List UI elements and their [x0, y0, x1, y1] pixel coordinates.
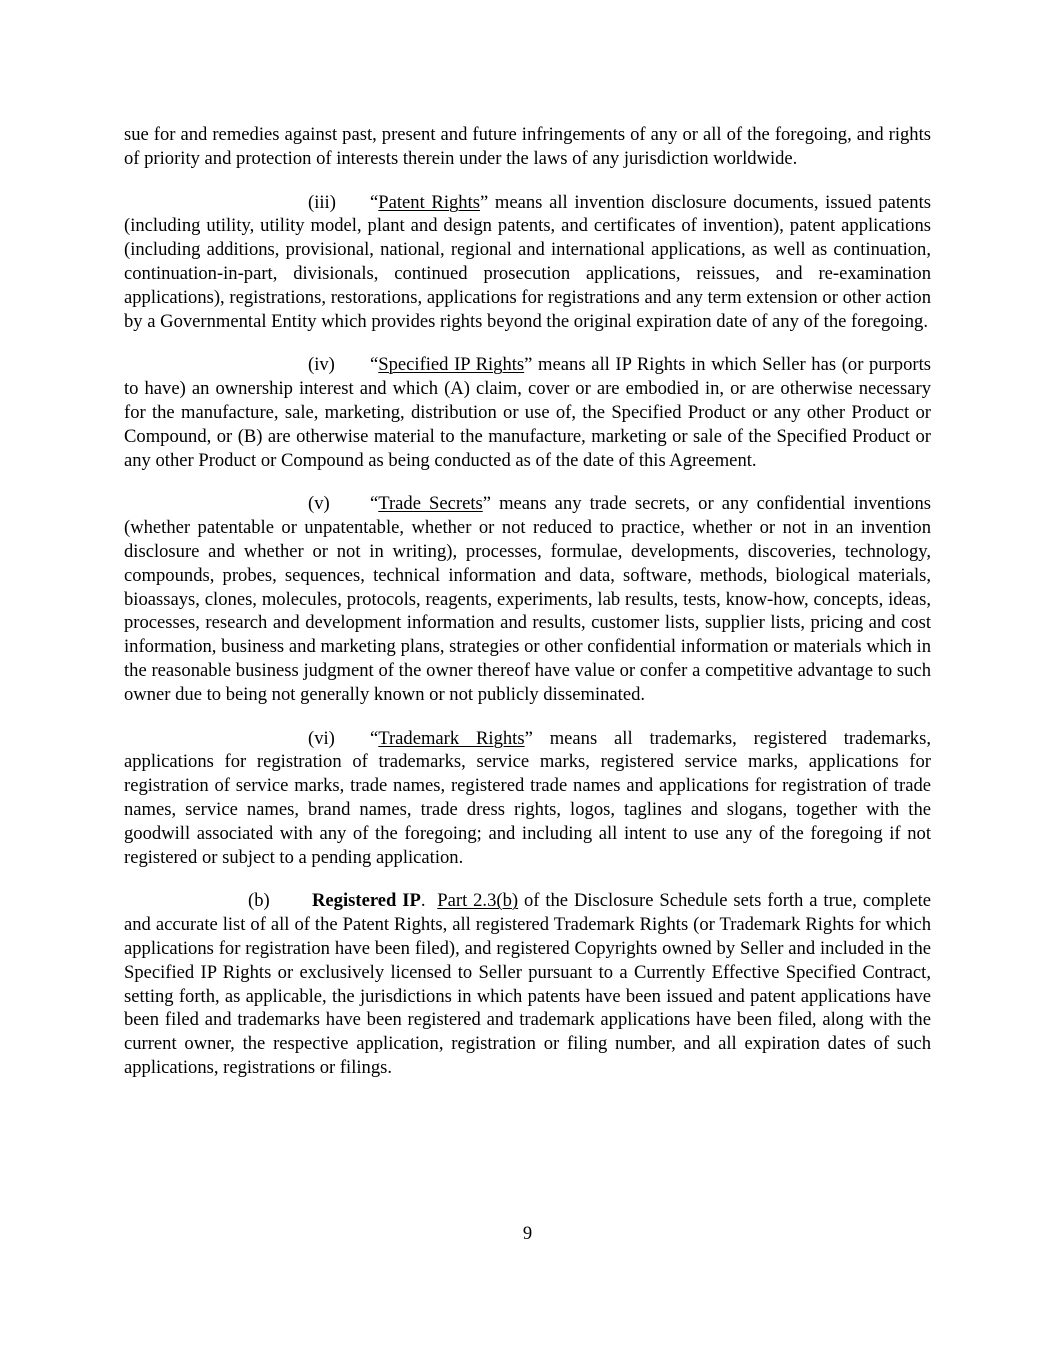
open-quote: “: [370, 727, 379, 749]
paragraph-text: of the Disclosure Schedule sets forth a true, complete and accurate list of all of the Patent Rights, all registered Trademark Rights (or Trademark Rights for which applications for registration have been filed), and registered Copyrights owned by Seller and included in the Specified IP Rights or exclusively licensed to Seller pursuant to a Currently Effective Specified Contract, setting forth, as applicable, the jurisdictions in which patents have been issued and patent applications have been filed and trademarks have been registered and trademark applications have been filed, along with the current owner, the respective application, registration or filing number, and all expiration dates of such applications, registrations or filings.: [124, 890, 931, 1078]
paragraph-text: sue for and remedies against past, present and future infringements of any or all of the foregoing, and rights of priority and protection of interests therein under the laws of any jurisdiction worldwide.: [124, 124, 931, 169]
defined-term: Patent Rights: [378, 191, 480, 213]
page-number: 9: [522, 1223, 533, 1244]
schedule-reference: Part 2.3(b): [437, 890, 519, 912]
paragraph-trade-secrets: [124, 492, 931, 706]
paragraph-specified-ip-rights: [124, 353, 931, 472]
clause-number: (vi): [308, 727, 335, 749]
defined-term: Trade Secrets: [378, 493, 483, 515]
definition-text: ” means all IP Rights in which Seller has (or purports to have) an ownership interest and which (A) claim, cover or are embodied in, or are otherwise necessary for the manufacture, sale, marketing, distribution or use of, the Specified Product or any other Product or Compound, or (B) are otherwise material to the manufacture, marketing or sale of the Specified Product or any other Product or Compound as being conducted as of the date of this Agreement.: [124, 354, 931, 471]
definition-text: ” means any trade secrets, or any confidential inventions (whether patentable or unpatentable, whether or not reduced to practice, whether or not in an invention disclosure and whether or not in writing), processes, formulae, developments, discoveries, technology, compounds, probes, sequences, technical information and data, software, methods, biological materials, bioassays, clones, molecules, protocols, reagents, experiments, lab results, tests, know-how, concepts, ideas, processes, research and development information and results, customer lists, supplier lists, pricing and cost information, business and marketing plans, strategies or other confidential information or materials which in the reasonable business judgment of the owner thereof have value or confer a competitive advantage to such owner due to being not generally known or not publicly disseminated.: [124, 493, 932, 705]
open-quote: “: [370, 191, 379, 213]
paragraph-patent-rights: [124, 191, 931, 334]
defined-term: Specified IP Rights: [378, 354, 525, 376]
open-quote: “: [370, 354, 379, 376]
paragraph-trademark-rights: [124, 727, 931, 870]
definition-text: ” means all invention disclosure documents, issued patents (including utility, utility model, plant and design patents, and certificates of invention), patent applications (including additions, provisional, national, regional and international applications, as well as continuation, continuation-in-part, divisionals, continued prosecution applications, reissues, and re-examination applications), registrations, restorations, applications for registrations and any term extension or other action by a Governmental Entity which provides rights beyond the original expiration date of any of the foregoing.: [124, 191, 931, 332]
section-heading: Registered IP: [312, 890, 421, 912]
clause-number: (iv): [308, 354, 335, 376]
paragraph-registered-ip: [124, 889, 931, 1079]
document-body: [124, 123, 931, 1100]
open-quote: “: [370, 493, 379, 515]
clause-number: (iii): [308, 191, 336, 213]
clause-number: (v): [308, 493, 330, 515]
clause-number: (b): [248, 890, 270, 912]
defined-term: Trademark Rights: [378, 727, 525, 749]
definition-text: ” means all trademarks, registered trademarks, applications for registration of trademarks, service marks, registered service marks, applications for registration of service marks, trade names, registered trade names and applications for registration of trade names, service names, brand names, trade dress rights, logos, taglines and slogans, together with the goodwill associated with any of the foregoing; and including all intent to use any of the foregoing if not registered or subject to a pending application.: [124, 727, 931, 868]
heading-punctuation: .: [420, 890, 426, 912]
paragraph-intro-continuation: [124, 123, 931, 171]
